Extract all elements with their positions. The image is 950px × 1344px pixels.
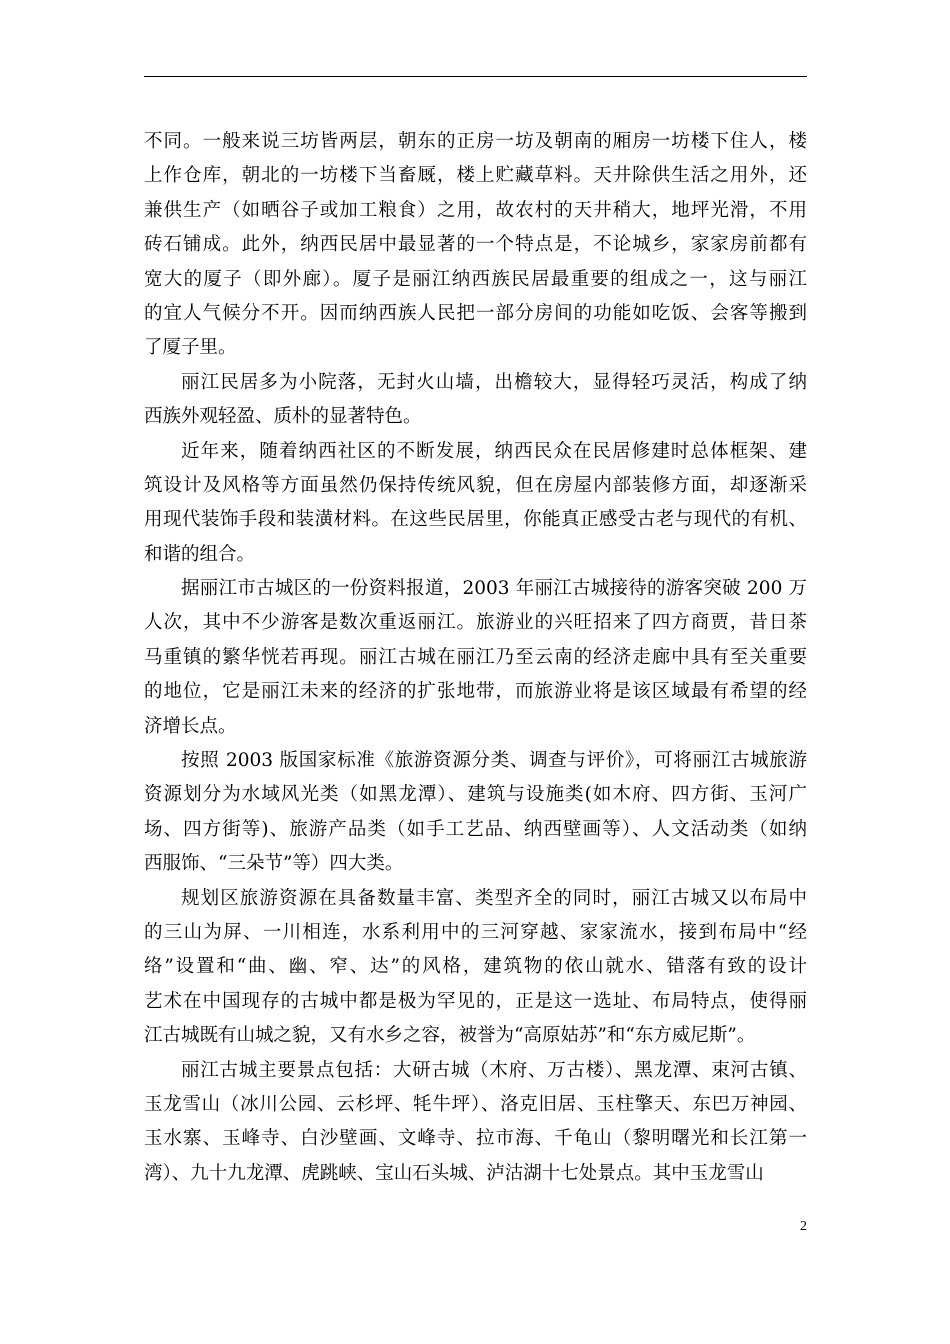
paragraph xyxy=(144,744,807,882)
text-line: 玉龙雪山（冰川公园、云杉坪、牦牛坪）、洛克旧居、玉柱擎天、东巴万神园、 xyxy=(144,1093,807,1115)
text-line: 据丽江市古城区的一份资料报道，2003 年丽江古城接待的游客突破 200 万 xyxy=(181,578,807,600)
text-line: 西服饰、“三朵节”等）四大类。 xyxy=(144,853,404,875)
text-line: 艺术在中国现存的古城中都是极为罕见的，正是这一选址、布局特点，使得丽 xyxy=(144,990,807,1012)
text-line: 和谐的组合。 xyxy=(144,543,256,565)
text-line: 不同。一般来说三坊皆两层，朝东的正房一坊及朝南的厢房一坊楼下住人，楼 xyxy=(144,131,807,152)
text-line: 络”设置和“曲、幽、窄、达”的风格，建筑物的依山就水、错落有致的设计 xyxy=(144,956,807,978)
text-line: 江古城既有山城之貌，又有水乡之容，被誉为“高原姑苏”和“东方威尼斯”。 xyxy=(144,1025,756,1047)
text-line: 规划区旅游资源在具备数量丰富、类型齐全的同时，丽江古城又以布局中 xyxy=(181,887,807,909)
paragraph xyxy=(144,882,807,1054)
paragraph xyxy=(144,366,807,435)
text-line: 丽江古城主要景点包括：大研古城（木府、万古楼）、黑龙潭、束河古镇、 xyxy=(181,1059,807,1081)
text-line: 济增长点。 xyxy=(144,715,237,737)
text-line: 兼供生产（如晒谷子或加工粮食）之用，故农村的天井稍大，地坪光滑，不用 xyxy=(144,199,807,221)
text-line: 近年来，随着纳西社区的不断发展，纳西民众在民居修建时总体框架、建 xyxy=(181,440,807,462)
text-line: 砖石铺成。此外，纳西民居中最显著的一个特点是，不论城乡，家家房前都有 xyxy=(144,234,807,256)
paragraph xyxy=(144,435,807,573)
text-line: 资源划分为水域风光类（如黑龙潭）、建筑与设施类(如木府、四方街、玉河广 xyxy=(144,784,807,806)
text-line: 了厦子里。 xyxy=(144,337,237,359)
text-line: 宽大的厦子（即外廊）。厦子是丽江纳西族民居最重要的组成之一，这与丽江 xyxy=(144,268,807,290)
text-line: 的宜人气候分不开。因而纳西族人民把一部分房间的功能如吃饭、会客等搬到 xyxy=(144,302,807,324)
text-line: 湾）、九十九龙潭、虎跳峡、宝山石头城、泸沽湖十七处景点。其中玉龙雪山 xyxy=(144,1162,764,1184)
header-rule xyxy=(144,76,807,77)
text-line: 西族外观轻盈、质朴的显著特色。 xyxy=(144,406,422,428)
text-line: 的三山为屏、一川相连，水系利用中的三河穿越、家家流水，接到布局中“经 xyxy=(144,921,807,943)
paragraph xyxy=(144,125,807,366)
paragraph xyxy=(144,572,807,744)
text-line: 用现代装饰手段和装潢材料。在这些民居里，你能真正感受古老与现代的有机、 xyxy=(144,509,807,531)
page-number: 2 xyxy=(800,1219,807,1234)
text-line: 的地位，它是丽江未来的经济的扩张地带，而旅游业将是该区域最有希望的经 xyxy=(144,681,807,703)
paragraph xyxy=(144,1054,807,1192)
text-line: 丽江民居多为小院落，无封火山墙，出檐较大，显得轻巧灵活，构成了纳 xyxy=(181,371,807,393)
text-line: 玉水寨、玉峰寺、白沙壁画、文峰寺、拉市海、千龟山（黎明曙光和长江第一 xyxy=(144,1128,807,1150)
text-line: 筑设计及风格等方面虽然仍保持传统风貌，但在房屋内部装修方面，却逐渐采 xyxy=(144,474,807,496)
text-line: 人次，其中不少游客是数次重返丽江。旅游业的兴旺招来了四方商贾，昔日茶 xyxy=(144,612,807,634)
document-body xyxy=(144,125,807,1191)
text-line: 按照 2003 版国家标准《旅游资源分类、调查与评价》，可将丽江古城旅游 xyxy=(181,750,807,772)
text-line: 马重镇的繁华恍若再现。丽江古城在丽江乃至云南的经济走廊中具有至关重要 xyxy=(144,646,807,668)
text-line: 上作仓库，朝北的一坊楼下当畜厩，楼上贮藏草料。天井除供生活之用外，还 xyxy=(144,165,807,187)
text-line: 场、四方街等)、旅游产品类（如手工艺品、纳西壁画等）、人文活动类（如纳 xyxy=(144,818,807,840)
